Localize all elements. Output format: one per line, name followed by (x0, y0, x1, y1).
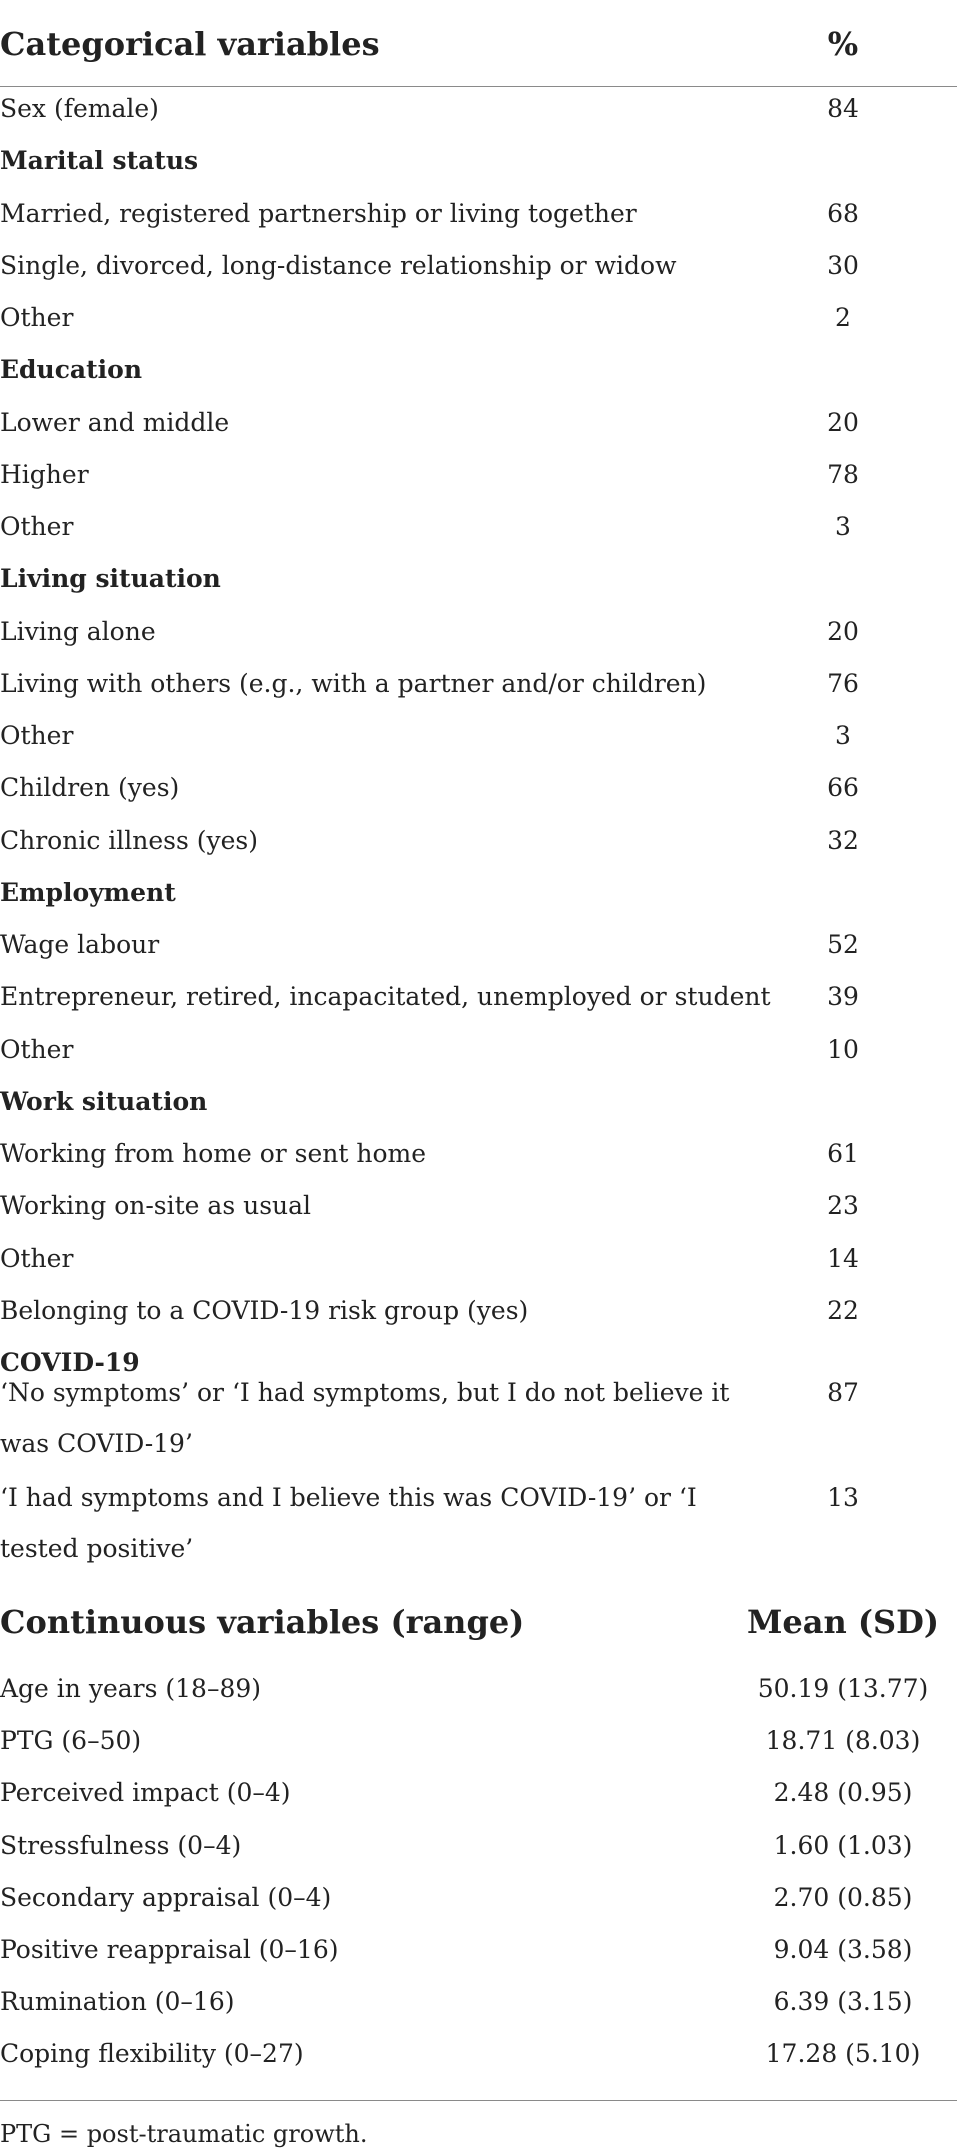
row-label: Positive reappraisal (0–16) (0, 1935, 339, 1964)
footer-rule (0, 2100, 957, 2101)
row-label: Living with others (e.g., with a partner and/or children) (0, 669, 707, 698)
row-label: Coping flexibility (0–27) (0, 2039, 304, 2068)
row-label-line2: tested positive’ (0, 1534, 194, 1563)
percent-value: 66 (827, 773, 859, 802)
section-heading: Marital status (0, 146, 199, 175)
row-label: Working from home or sent home (0, 1139, 427, 1168)
row-label: Other (0, 1244, 74, 1273)
row-label: Other (0, 721, 74, 750)
percent-value: 68 (827, 199, 859, 228)
row-label: Chronic illness (yes) (0, 826, 259, 855)
row-label: Lower and middle (0, 408, 230, 437)
section-heading: Education (0, 355, 143, 384)
section-heading: Living situation (0, 564, 221, 593)
mean-sd-header-label: Mean (SD) (746, 1603, 940, 1641)
percent-value: 76 (827, 669, 859, 698)
percent-value: 14 (827, 1244, 859, 1273)
row-label: Children (yes) (0, 773, 180, 802)
mean-sd-value: 50.19 (13.77) (757, 1674, 929, 1703)
row-label: Married, registered partnership or living together (0, 199, 637, 228)
mean-sd-value: 9.04 (3.58) (773, 1935, 913, 1964)
percent-header-label: % (827, 25, 859, 63)
row-label: Other (0, 1035, 74, 1064)
section-heading: Employment (0, 878, 176, 907)
mean-sd-value: 18.71 (8.03) (765, 1726, 921, 1755)
header-rule (0, 86, 957, 87)
row-label: Living alone (0, 617, 156, 646)
percent-value: 78 (827, 460, 859, 489)
row-label: Wage labour (0, 930, 160, 959)
percent-value: 3 (835, 721, 851, 750)
percent-value: 39 (827, 982, 859, 1011)
percent-value: 61 (827, 1139, 859, 1168)
mean-sd-value: 2.70 (0.85) (773, 1883, 913, 1912)
mean-sd-value: 6.39 (3.15) (773, 1987, 913, 2016)
percent-value: 87 (827, 1378, 859, 1407)
row-label: Stressfulness (0–4) (0, 1831, 242, 1860)
percent-value: 10 (827, 1035, 859, 1064)
mean-sd-value: 2.48 (0.95) (773, 1778, 913, 1807)
row-label: Age in years (18–89) (0, 1674, 262, 1703)
section-heading: COVID-19 (0, 1348, 140, 1377)
percent-value: 30 (827, 251, 859, 280)
percent-value: 13 (827, 1483, 859, 1512)
row-label: Rumination (0–16) (0, 1987, 235, 2016)
mean-sd-value: 1.60 (1.03) (773, 1831, 913, 1860)
percent-value: 2 (835, 303, 851, 332)
percent-value: 3 (835, 512, 851, 541)
row-label: Working on-site as usual (0, 1191, 312, 1220)
row-label: Entrepreneur, retired, incapacitated, unemployed or student (0, 982, 771, 1011)
percent-value: 20 (827, 617, 859, 646)
percent-value: 52 (827, 930, 859, 959)
percent-value: 23 (827, 1191, 859, 1220)
row-label: Perceived impact (0–4) (0, 1778, 291, 1807)
row-label: Other (0, 512, 74, 541)
row-label: Sex (female) (0, 94, 159, 123)
percent-value: 32 (827, 826, 859, 855)
continuous-header: Continuous variables (range) (0, 1603, 525, 1641)
footnote: PTG = post-traumatic growth. (0, 2120, 368, 2148)
row-label-line2: was COVID-19’ (0, 1429, 193, 1458)
row-label: Belonging to a COVID-19 risk group (yes) (0, 1296, 529, 1325)
percent-value: 20 (827, 408, 859, 437)
row-label-line1: ‘No symptoms’ or ‘I had symptoms, but I do not believe it (0, 1378, 730, 1407)
categorical-header: Categorical variables (0, 25, 380, 63)
row-label: Secondary appraisal (0–4) (0, 1883, 332, 1912)
percent-value: 22 (827, 1296, 859, 1325)
row-label: Single, divorced, long-distance relationship or widow (0, 251, 677, 280)
row-label: Other (0, 303, 74, 332)
mean-sd-value: 17.28 (5.10) (765, 2039, 921, 2068)
percent-value: 84 (827, 94, 859, 123)
row-label-line1: ‘I had symptoms and I believe this was COVID-19’ or ‘I (0, 1483, 697, 1512)
row-label: PTG (6–50) (0, 1726, 142, 1755)
row-label: Higher (0, 460, 89, 489)
section-heading: Work situation (0, 1087, 208, 1116)
